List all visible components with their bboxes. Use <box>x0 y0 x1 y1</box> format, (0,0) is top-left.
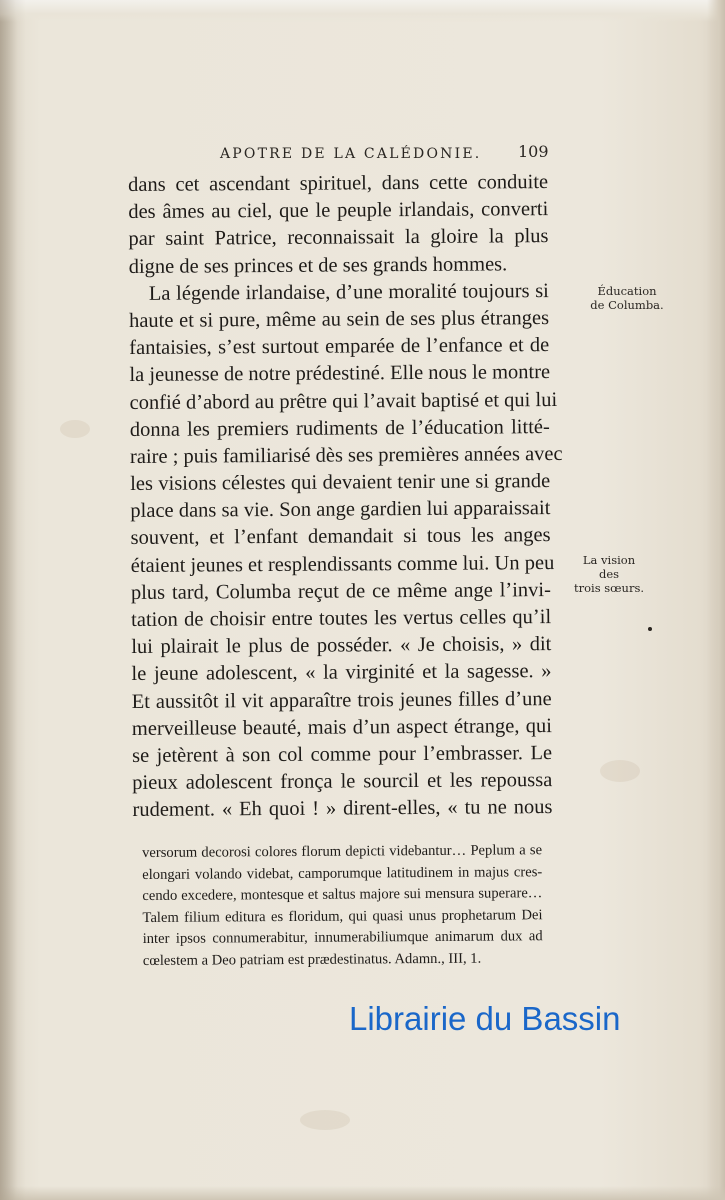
text-line: place dans sa vie. Son ange gardien lui apparaissait <box>130 497 551 523</box>
text-line: pieux adolescent fronça le sourcil et les repoussa <box>132 769 553 795</box>
page-right-edge <box>707 0 725 1200</box>
text-line: Et aussitôt il vit apparaître trois jeunes filles d’une <box>131 687 552 713</box>
text-line: tation de choisir entre toutes les vertus celles qu’il <box>131 606 552 631</box>
page-bottom-edge <box>0 1186 725 1200</box>
footnote-line: elongari volando videbat, camporumque latitudinem in majus cres- <box>142 863 543 883</box>
text-line: étaient jeunes et resplendissants comme lui. Un peu <box>130 551 555 577</box>
text-line: La légende irlandaise, d’une moralité toujours si <box>148 279 549 305</box>
text-line: dans cet ascendant spirituel, dans cette conduite <box>128 171 549 196</box>
page-number: 109 <box>518 142 549 161</box>
text-line: rudement. « Eh quoi ! » dirent-elles, « tu ne nous <box>132 796 553 822</box>
footnote-line: inter ipsos connumerabitur, innumerabiliumque animarum dux ad <box>142 928 543 948</box>
page-top-edge <box>0 0 725 22</box>
ink-speck <box>648 627 652 631</box>
text-line: donna les premiers rudiments de l’éducation litté- <box>129 415 550 441</box>
margin-note-line: trois sœurs. <box>573 581 644 595</box>
text-line: plus tard, Columba reçut de ce même ange l’invi- <box>130 578 552 604</box>
text-line: par saint Patrice, reconnaissait la gloire la plus <box>128 225 549 251</box>
running-title: APOTRE DE LA CALÉDONIE. <box>220 146 482 162</box>
text-line: le jeune adolescent, « la virginité et la sagesse. » <box>131 660 552 686</box>
text-line: haute et si pure, même au sein de ses plus étranges <box>128 307 550 332</box>
paper-stain <box>60 420 90 438</box>
text-line: des âmes au ciel, que le peuple irlandais, converti <box>128 198 549 224</box>
text-line: digne de ses princes et de ses grands hommes. <box>128 252 508 278</box>
margin-note-line: de Columba. <box>590 298 664 312</box>
text-line: raire ; puis familiarisé dès ses premières années avec <box>129 442 563 468</box>
text-line: lui plairait le plus de posséder. « Je choisis, » dit <box>131 633 552 659</box>
footnote-line: versorum decorosi colores florum depicti videbantur… Peplum a se <box>142 842 543 861</box>
text-line: les visions célestes qui devaient tenir une si grande <box>130 470 551 496</box>
text-line: confié d’abord au prêtre qui l’avait baptisé et qui lui <box>129 388 558 414</box>
spine-shadow <box>0 0 26 1200</box>
margin-note-line: La vision <box>582 553 636 567</box>
margin-note-vision <box>566 553 652 595</box>
footnote-line: Talem filium editura es floridum, qui quasi unus prophetarum Dei <box>142 906 543 926</box>
footnote-line: cœlestem a Deo patriam est prædestinatus. Adamn., III, 1. <box>142 950 482 969</box>
footnote-block <box>142 840 543 972</box>
margin-note-line: des <box>598 567 620 581</box>
footnote-line: cendo excedere, montesque et saltus majore sui mensura superare… <box>142 885 543 905</box>
text-line: se jetèrent à son col comme pour l’embrasser. Le <box>131 741 553 767</box>
paper-stain <box>600 760 640 782</box>
text-line: merveilleuse beauté, mais d’un aspect étrange, qui <box>131 714 552 740</box>
margin-note-line: Éducation <box>597 284 657 298</box>
text-line: la jeunesse de notre prédestiné. Elle nous le montre <box>129 361 551 387</box>
main-text-block <box>128 169 563 824</box>
paper-stain <box>300 1110 350 1130</box>
text-line: fantaisies, s’est surtout emparée de l’enfance et de <box>129 334 550 360</box>
text-line: souvent, et l’enfant demandait si tous les anges <box>130 524 551 550</box>
running-header <box>0 140 725 168</box>
watermark-text: Librairie du Bassin <box>349 1000 621 1037</box>
margin-note-education <box>566 284 688 312</box>
